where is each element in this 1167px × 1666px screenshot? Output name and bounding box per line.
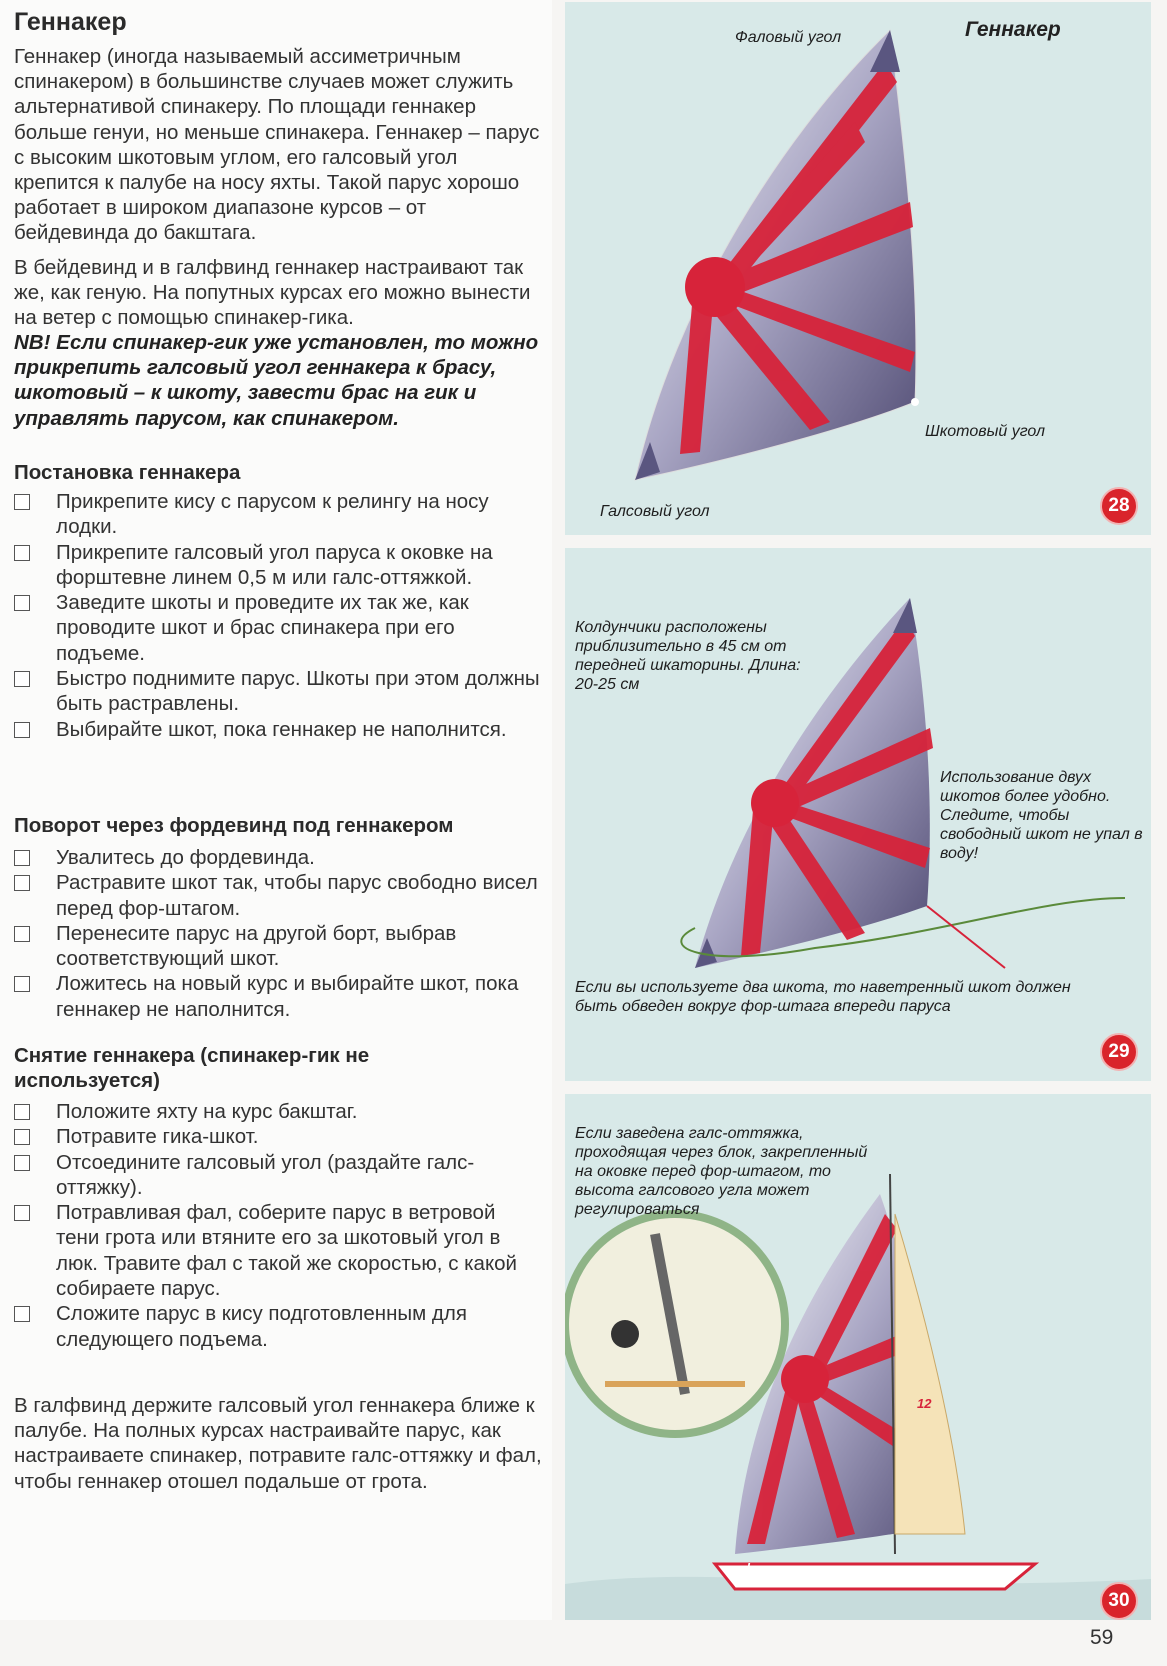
text-column [0,0,552,1620]
windward-sheet-note: Если вы используете два шкота, то наветренный шкот должен быть обведен вокруг фор-штага впереди паруса [575,979,1071,1015]
page-number: 59 [1090,1626,1114,1649]
checklist-item: Заведите шкоты и проведите их так же, как проводите шкот и брас спинакера при его подъеме. [14,590,544,666]
two-sheets-note: Использование двух шкотов более удобно. Следите, чтобы свободный шкот не упал в воду! [940,769,1143,862]
checkbox-icon[interactable] [14,1155,30,1171]
checklist-gybe [14,845,544,1022]
checkbox-icon[interactable] [14,494,30,510]
intro-paragraph-2: В бейдевинд и в галфвинд геннакер настраивают так же, как геную. На попутных курсах его можно вынести на ветер с помощью спинакер-гика. [14,256,531,330]
checkbox-icon[interactable] [14,1205,30,1221]
section-title-setup: Постановка геннакера [14,461,241,484]
figure-number-badge: 28 [1100,487,1138,525]
checklist-item: Потравите гика-шкот. [14,1124,544,1149]
checkbox-icon[interactable] [14,595,30,611]
intro-paragraph-1: Геннакер (иногда называемый ассиметричным спинакером) в большинстве случаев может служить альтернативой спинакеру. По площади геннакер больше генуи, но меньше спинакера. Геннакер – парус с высоким шкотовым углом, его галсовый угол крепится к палубе на носу яхты. Такой парус хорошо работает в широком диапазоне курсов – от бейдевинда до бакштага. [14,45,540,245]
sail-number: 12 [917,1396,932,1411]
checklist-item: Положите яхту на курс бакштаг. [14,1099,544,1124]
checklist-takedown [14,1099,544,1352]
checkbox-icon[interactable] [14,545,30,561]
page-title: Геннакер [14,8,127,36]
telltales-note: Колдунчики расположены приблизительно в 45 см от передней шкаторины. Длина: 20-25 см [575,619,801,693]
checklist-item: Сложите парус в кису подготовленным для следующего подъема. [14,1301,544,1352]
checklist-item: Отсоедините галсовый угол (раздайте галс-оттяжку). [14,1150,544,1201]
boat-name: shogun [740,1561,784,1575]
checklist-item: Быстро поднимите парус. Шкоты при этом должны быть растравлены. [14,666,544,717]
figure-29-panel [565,548,1151,1081]
tack-label: Галсовый угол [600,503,710,520]
nb-note: NB! Если спинакер-гик уже установлен, то можно прикрепить галсовый угол геннакера к брасу, шкотовый – к шкоту, завести брас на гик и управлять парусом, как спинакером. [14,331,539,430]
clew-label: Шкотовый угол [925,423,1045,440]
checklist-item: Ложитесь на новый курс и выбирайте шкот, пока геннакер не наполнится. [14,971,544,1022]
checkbox-icon[interactable] [14,875,30,891]
checklist-item: Потравливая фал, соберите парус в ветровой тени грота или втяните его за шкотовый угол в люк. Травите фал с такой же скоростью, с какой собираете парус. [14,1200,544,1301]
checklist-item: Прикрепите галсовый угол паруса к оковке на форштевне линем 0,5 м или галс-оттяжкой. [14,540,544,591]
gennaker-sail-illustration [565,2,1151,535]
checklist-item: Увалитесь до фордевинда. [14,845,544,870]
checkbox-icon[interactable] [14,1129,30,1145]
figure-number-badge: 29 [1100,1033,1138,1071]
section-title-takedown: Снятие геннакера (спинакер-гик не используется) [14,1044,370,1092]
figure-number-badge: 30 [1100,1582,1138,1620]
head-label: Фаловый угол [735,29,842,46]
checkbox-icon[interactable] [14,850,30,866]
checkbox-icon[interactable] [14,722,30,738]
checkbox-icon[interactable] [14,1306,30,1322]
checklist-item: Растравите шкот так, чтобы парус свободно висел перед фор-штагом. [14,870,544,921]
checkbox-icon[interactable] [14,976,30,992]
section-title-gybe: Поворот через фордевинд под геннакером [14,814,454,837]
checklist-item: Прикрепите кису с парусом к релингу на носу лодки. [14,489,544,540]
figure-28-title: Геннакер [965,18,1061,41]
checklist-setup [14,489,544,742]
checklist-item: Перенесите парус на другой борт, выбрав соответствующий шкот. [14,921,544,972]
checkbox-icon[interactable] [14,1104,30,1120]
figure-30-panel [565,1094,1151,1620]
tack-line-note: Если заведена галс-оттяжка, проходящая через блок, закрепленный на оковке перед фор-штагом, то высота галсового угла может регулироваться [575,1125,868,1218]
checkbox-icon[interactable] [14,926,30,942]
closing-paragraph: В галфвинд держите галсовый угол геннакера ближе к палубе. На полных курсах настраивайте парус, как настраиваете спинакер, потравите галс-оттяжку и фал, чтобы геннакер отошел подальше от грота. [14,1394,542,1493]
checklist-item: Выбирайте шкот, пока геннакер не наполнится. [14,717,544,742]
figure-28-panel [565,2,1151,535]
checkbox-icon[interactable] [14,671,30,687]
